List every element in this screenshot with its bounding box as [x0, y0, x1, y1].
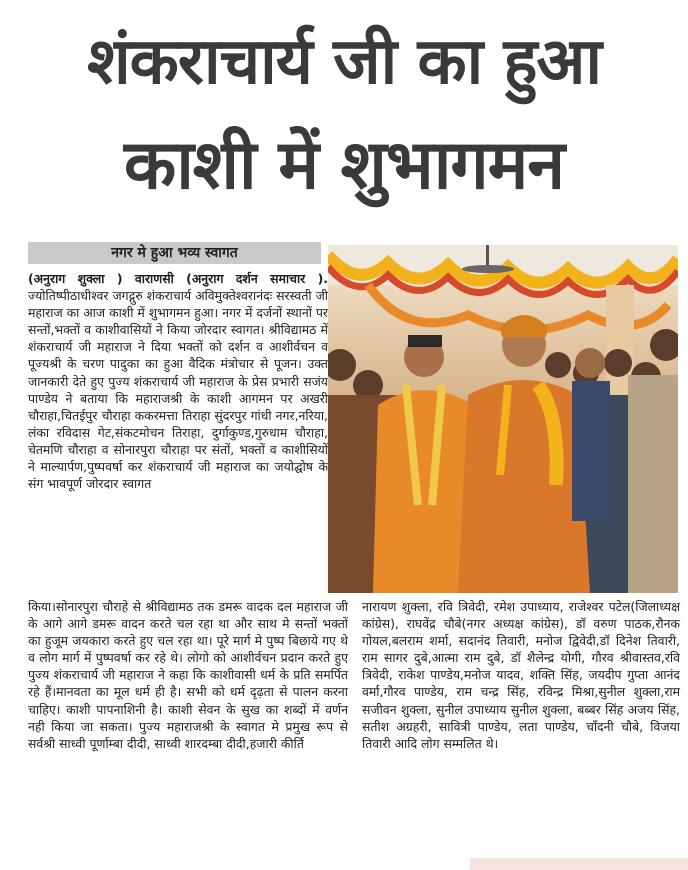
- article-text-right: नारायण शुक्ला, रवि त्रिवेदी, रमेश उपाध्याय, राजेश्वर पटेल(जिलाध्यक्ष कांग्रेस), राघवेंद्र चौबे(नगर अध्यक्ष कांग्रेस), डॉ वरुण पाठक,रौनक गोयल,बलराम शर्मा, सदानंद तिवारी, मनोज द्विवेदी,डॉ दिनेश तिवारी, राम सागर दुबे,आत्मा राम दुबे, डॉ शैलेन्द्र योगी, गौरव श्रीवास्तव,रवि त्रिवेदी, राकेश पाण्डेय,मनोज यादव, शक्ति सिंह, जयदीप गुप्ता आनंद वर्मा,गौरव पाण्डेय, राम चन्द्र सिंह, रविन्द्र मिश्रा,सुनील शुक्ला,राम सजीवन शुक्ला, सुनील उपाध्याय सुनील शुक्ला, बब्बर सिंह अजय सिंह, सतीश अग्रहरी, सावित्री पाण्डेय, लता पाण्डेय, चाँदनी चौबे, विजया तिवारी आदि लोग सम्मलित थे।: [362, 599, 680, 751]
- article-column-left: [28, 270, 328, 492]
- article-text-left: ज्योतिष्पीठाधीश्वर जगद्गुरु शंकराचार्य अविमुक्तेश्वरानंदः सरस्वती जी महाराज का आज काशी में शुभागमन हुआ। नगर में दर्जनों स्थानों पर सन्तों,भक्तों व काशीवासियों ने किया जोरदार स्वागत। श्रीविद्यामठ में शंकराचार्य जी महाराज ने दिया भक्तों को दर्शन व आशीर्वचन व पूज्यश्री के चरण पादुका का हुआ वैदिक मंत्रोचार से पूजन। उक्त जानकारी देते हुए पुज्य शंकराचार्य जी महाराज के प्रेस प्रभारी सजंय पाण्डेय ने बताया कि महाराजश्री के काशी आगमन पर अखरी चौराहा,चितईपुर चौराहा ककरमत्ता तिराहा सुंदरपुर गांधी नगर,नरिया, लंका रविदास गेट,संकटमोचन तिराहा, दुर्गाकुण्ड,गुरुधाम चौराहा, चेतमणि चौराहा व सोनारपुरा चौराहा पर संतों, भक्तों व काशीसियों ने माल्यार्पण,पुष्पवर्षा कर शंकराचार्य जी महाराज का जयोद्घोष के संग भावपूर्ण जोरदार स्वागत: [28, 288, 328, 492]
- headline-line-2: काशी में शुभागमन: [123, 126, 565, 205]
- article-column-left-bottom: [28, 598, 348, 752]
- news-photo: [328, 245, 678, 593]
- byline: (अनुराग शुक्ला ) वाराणसी (अनुराग दर्शन समाचार ).: [28, 271, 328, 286]
- article-text-left-bottom: किया।सोनारपुरा चौराहे से श्रीविद्यामठ तक डमरू वादक दल महाराज जी के आगे आगे डमरू वादन करते चल रहा था और साथ मे सन्तों भक्तों का हुजूम जयकारा करते हुए चल रहा था। पूरे मार्ग मे पुष्प बिछाये गए थे व लोग मार्ग में पुष्पवर्षा कर रहे थे। लोगो को आशीर्वचन प्रदान करते हुए पुज्य शंकराचार्य जी महाराज ने कहा कि काशीवासी धर्म के प्रति समर्पित रहे हैं।मानवता का मूल धर्म ही है। सभी को धर्म दृढ़ता से पालन करना चाहिए। काशी पापनाशिनी है। काशी सेवन के सुख का शब्दों में वर्णन नही किया जा सकता। पुज्य महाराजश्री के स्वागत मे प्रमुख रूप से सर्वश्री साध्वी पूर्णाम्बा दीदी, साध्वी शारदम्बा दीदी,हजारी कीर्ति: [28, 599, 348, 751]
- article-column-right: [362, 598, 680, 752]
- headline-line-1: शंकराचार्य जी का हुआ: [87, 25, 601, 99]
- corner-tint: [470, 858, 688, 870]
- subheadline: नगर मे हुआ भव्य स्वागत: [28, 242, 321, 264]
